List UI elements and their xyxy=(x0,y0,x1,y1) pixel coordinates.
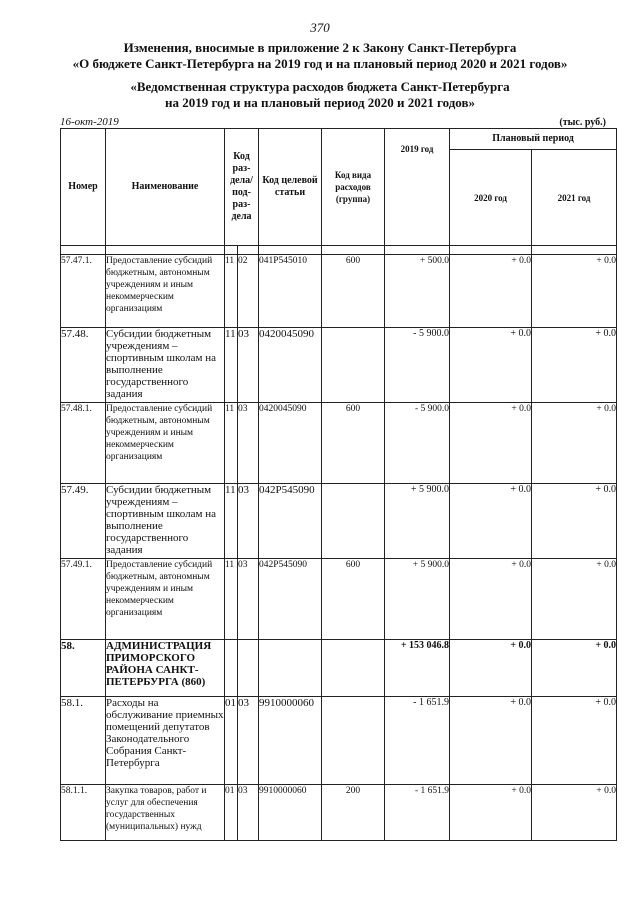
row-name: Предоставление субсидий бюджетным, автономным учреждениям и иным некоммерческим организациям xyxy=(106,255,225,328)
row-target-code: 0420045090 xyxy=(259,403,322,484)
row-number: 57.49. xyxy=(61,484,106,559)
row-subsection: 03 xyxy=(238,697,259,785)
row-name: Предоставление субсидий бюджетным, автономным учреждениям и иным некоммерческим организациям xyxy=(106,403,225,484)
table-header xyxy=(61,129,617,246)
col-header-2020: 2020 год xyxy=(450,150,532,246)
row-expense-code xyxy=(322,640,385,697)
col-header-number: Номер xyxy=(61,129,106,246)
page-number: 370 xyxy=(310,20,330,35)
table-row xyxy=(61,328,617,403)
col-header-2019: 2019 год xyxy=(385,129,450,246)
col-header-2021: 2021 год xyxy=(532,150,617,246)
budget-table xyxy=(60,128,617,841)
col-header-plan-period: Плановый период xyxy=(450,129,617,150)
row-2019: - 1 651.9 xyxy=(385,697,450,785)
row-2021: + 0.0 xyxy=(532,640,617,697)
row-section: 11 xyxy=(225,484,238,559)
subtitle-line-1: «Ведомственная структура расходов бюджета Санкт-Петербурга xyxy=(130,79,510,94)
table-row xyxy=(61,559,617,640)
row-number: 58.1. xyxy=(61,697,106,785)
row-2019: - 5 900.0 xyxy=(385,328,450,403)
row-subsection: 03 xyxy=(238,785,259,841)
row-2021: + 0.0 xyxy=(532,328,617,403)
row-name: Субсидии бюджетным учреждениям – спортивным школам на выполнение государственного задания xyxy=(106,484,225,559)
document-subtitle xyxy=(0,79,640,111)
row-section: 11 xyxy=(225,328,238,403)
row-number: 57.49.1. xyxy=(61,559,106,640)
row-number: 57.48. xyxy=(61,328,106,403)
units-label: (тыс. руб.) xyxy=(559,117,606,128)
row-2021: + 0.0 xyxy=(532,403,617,484)
date-stamp: 16-окт-2019 xyxy=(60,116,119,128)
row-2021: + 0.0 xyxy=(532,559,617,640)
row-2020: + 0.0 xyxy=(450,697,532,785)
row-subsection xyxy=(238,640,259,697)
row-2020: + 0.0 xyxy=(450,640,532,697)
row-name: АДМИНИСТРАЦИЯ ПРИМОРСКОГО РАЙОНА САНКТ-ПЕТЕРБУРГА (860) xyxy=(106,640,225,697)
table-row xyxy=(61,697,617,785)
row-section: 11 xyxy=(225,255,238,328)
row-subsection: 03 xyxy=(238,559,259,640)
row-subsection: 03 xyxy=(238,484,259,559)
row-section: 01 xyxy=(225,697,238,785)
table-body xyxy=(61,246,617,841)
row-2020: + 0.0 xyxy=(450,403,532,484)
row-2021: + 0.0 xyxy=(532,785,617,841)
col-header-name: Наименование xyxy=(106,129,225,246)
row-expense-code: 600 xyxy=(322,559,385,640)
row-2019: + 153 046.8 xyxy=(385,640,450,697)
row-2020: + 0.0 xyxy=(450,484,532,559)
table-row xyxy=(61,255,617,328)
row-2020: + 0.0 xyxy=(450,328,532,403)
row-2019: - 5 900.0 xyxy=(385,403,450,484)
row-number: 58.1.1. xyxy=(61,785,106,841)
col-header-expense: Код вида расходов (группа) xyxy=(322,129,385,246)
row-target-code: 042P545090 xyxy=(259,484,322,559)
row-2019: + 500.0 xyxy=(385,255,450,328)
row-2019: + 5 900.0 xyxy=(385,484,450,559)
row-section: 11 xyxy=(225,403,238,484)
row-target-code: 9910000060 xyxy=(259,785,322,841)
row-2021: + 0.0 xyxy=(532,484,617,559)
table-row xyxy=(61,640,617,697)
row-subsection: 02 xyxy=(238,255,259,328)
row-expense-code: 600 xyxy=(322,403,385,484)
row-number: 57.47.1. xyxy=(61,255,106,328)
row-expense-code xyxy=(322,697,385,785)
col-header-target: Код целевой статьи xyxy=(259,129,322,246)
table-row xyxy=(61,403,617,484)
row-2020: + 0.0 xyxy=(450,785,532,841)
row-2020: + 0.0 xyxy=(450,559,532,640)
row-2019: + 5 900.0 xyxy=(385,559,450,640)
row-2021: + 0.0 xyxy=(532,697,617,785)
table-row xyxy=(61,785,617,841)
row-expense-code: 200 xyxy=(322,785,385,841)
spacer-row xyxy=(61,246,617,255)
row-expense-code xyxy=(322,328,385,403)
title-line-2: «О бюджете Санкт-Петербурга на 2019 год и на плановый период 2020 и 2021 годов» xyxy=(72,56,568,71)
subtitle-line-2: на 2019 год и на плановый период 2020 и 2021 годов» xyxy=(164,95,475,110)
row-subsection: 03 xyxy=(238,328,259,403)
row-name: Субсидии бюджетным учреждениям – спортивным школам на выполнение государственного задания xyxy=(106,328,225,403)
row-name: Закупка товаров, работ и услуг для обеспечения государственных (муниципальных) нужд xyxy=(106,785,225,841)
row-section: 11 xyxy=(225,559,238,640)
row-number: 58. xyxy=(61,640,106,697)
row-target-code: 041P545010 xyxy=(259,255,322,328)
document-title xyxy=(0,40,640,72)
row-target-code: 9910000060 xyxy=(259,697,322,785)
row-section: 01 xyxy=(225,785,238,841)
row-target-code: 0420045090 xyxy=(259,328,322,403)
row-2020: + 0.0 xyxy=(450,255,532,328)
row-expense-code xyxy=(322,484,385,559)
row-target-code xyxy=(259,640,322,697)
table-row xyxy=(61,484,617,559)
col-header-section: Код раз-дела/ под-раз-дела xyxy=(225,129,259,246)
row-expense-code: 600 xyxy=(322,255,385,328)
row-section xyxy=(225,640,238,697)
row-name: Расходы на обслуживание приемных помещений депутатов Законодательного Собрания Санкт-Петербурга xyxy=(106,697,225,785)
title-line-1: Изменения, вносимые в приложение 2 к Закону Санкт-Петербурга xyxy=(123,40,517,55)
row-2021: + 0.0 xyxy=(532,255,617,328)
row-number: 57.48.1. xyxy=(61,403,106,484)
row-name: Предоставление субсидий бюджетным, автономным учреждениям и иным некоммерческим организациям xyxy=(106,559,225,640)
row-target-code: 042P545090 xyxy=(259,559,322,640)
row-2019: - 1 651.9 xyxy=(385,785,450,841)
row-subsection: 03 xyxy=(238,403,259,484)
